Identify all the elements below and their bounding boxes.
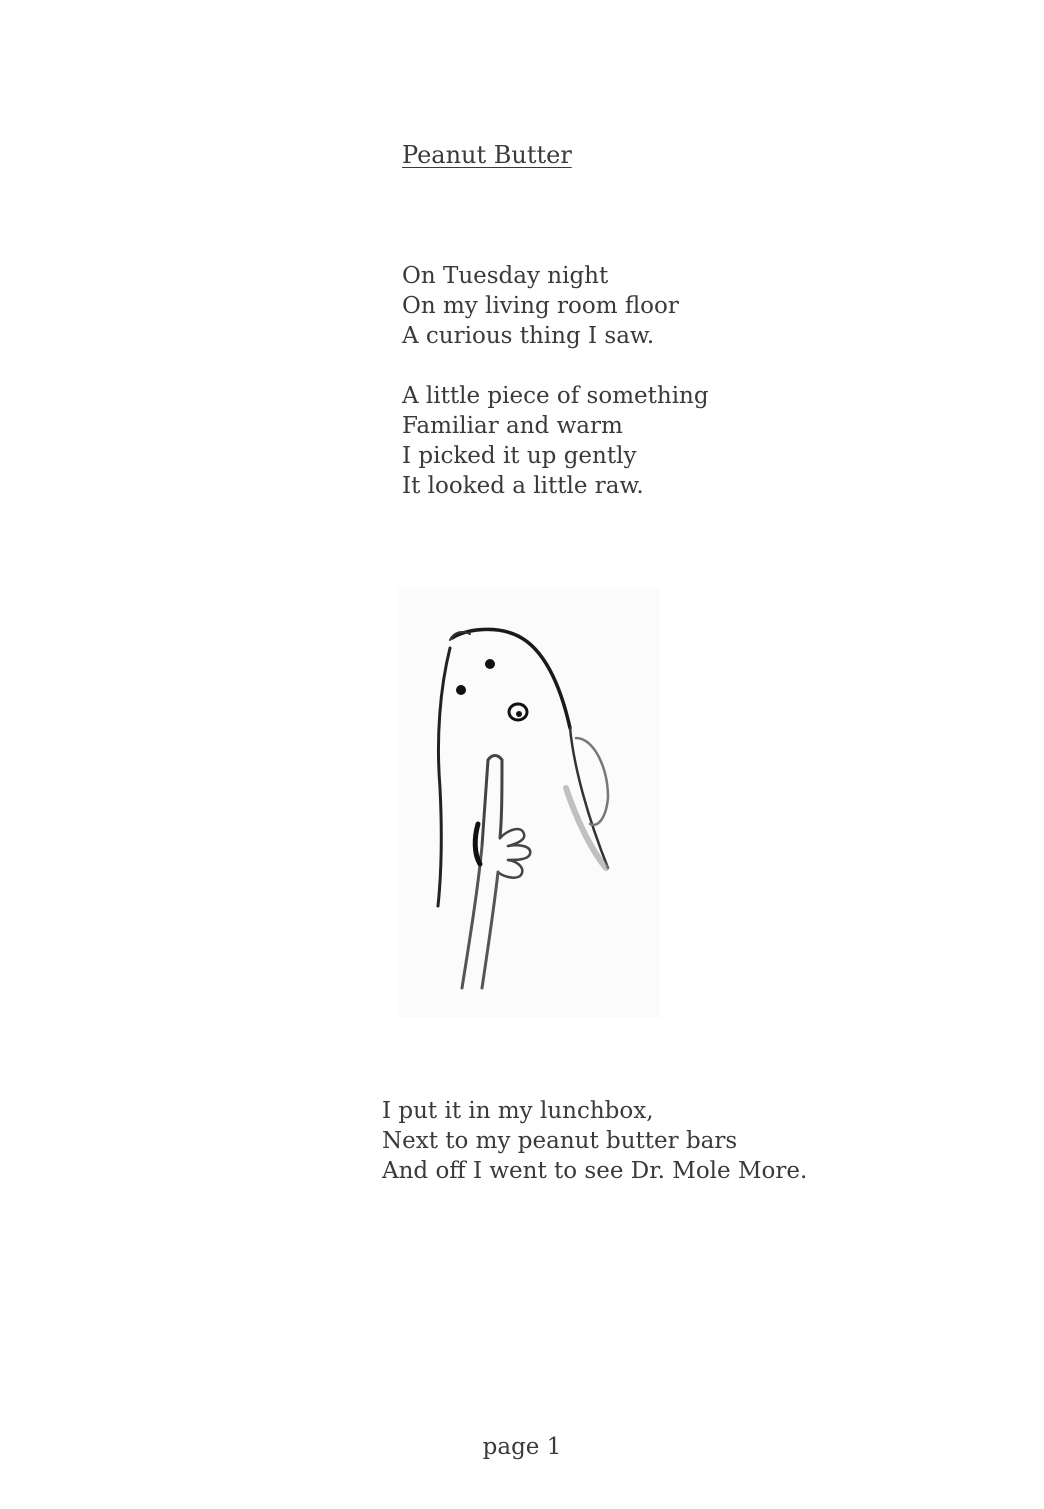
poem-line: Familiar and warm — [402, 413, 623, 439]
poem-line: I put it in my lunchbox, — [382, 1098, 654, 1124]
poem-line: It looked a little raw. — [402, 473, 644, 499]
poem-line: On my living room floor — [402, 293, 679, 319]
stanza-1 — [402, 261, 679, 351]
stanza-2 — [402, 381, 709, 501]
poem-line: I picked it up gently — [402, 443, 637, 469]
creature-sketch — [398, 588, 660, 1018]
poem-line: On Tuesday night — [402, 263, 609, 289]
poem-line: And off I went to see Dr. Mole More. — [382, 1158, 808, 1184]
stanza-3 — [382, 1096, 807, 1186]
poem-line: A curious thing I saw. — [402, 323, 655, 349]
poem-line: Next to my peanut butter bars — [382, 1128, 738, 1154]
poem-title: Peanut Butter — [402, 141, 572, 169]
poem-line: A little piece of something — [402, 383, 709, 409]
page-number: page 1 — [482, 1434, 562, 1460]
